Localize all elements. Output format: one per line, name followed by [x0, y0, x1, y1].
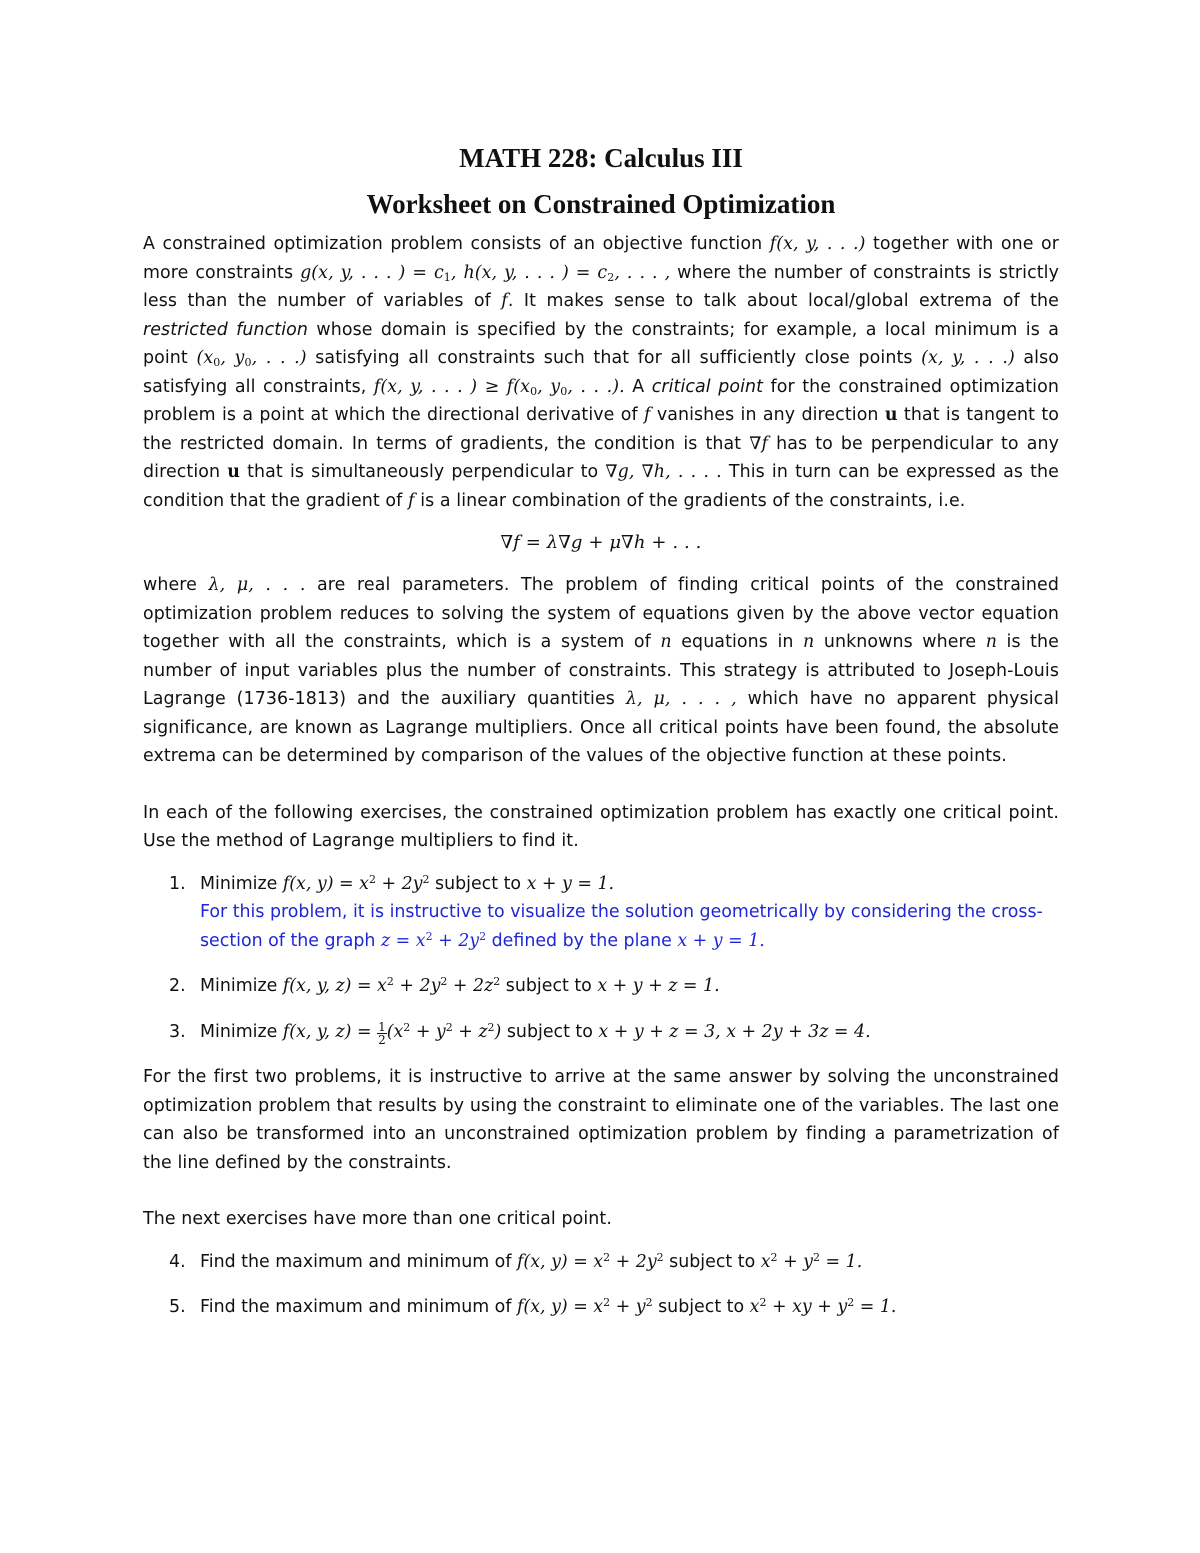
math-grad-constraints: ∇g, ∇h, . . . . [605, 462, 722, 482]
math-constraints: g(x, y, . . . ) = $c_1$, h(x, y, . . . ) = $c_2$, . . . , [300, 262, 671, 284]
exercise-number: 3. [169, 1021, 186, 1042]
exercise-1: 1. Minimize f(x, $y) = x^2 + 2y^2$ subject to x + y = 1. For this problem, it is instructive to visualize the solution geometrically by considering the cross-section of the graph $z = x^2 + 2y^2$ defined by the plane x + y = 1. [143, 870, 1059, 956]
math-f: f [643, 405, 651, 425]
intro-text: also satisfying all constraints, [143, 348, 1060, 397]
math-point: ($x_0$, $y_0$, . . .) [196, 348, 307, 369]
lagrange-equation: ∇f = λ∇g + μ∇h + . . . [500, 532, 702, 553]
math-multipliers: λ, μ, . . . [208, 575, 306, 595]
intro-text: A [624, 376, 652, 397]
fraction-one-half: $\frac{1}{2}$ [378, 1019, 386, 1047]
math-close-points: (x, y, . . .) [921, 348, 1015, 368]
intro-text: has to be perpendicular to any direction [143, 433, 1060, 482]
math-u-vector: u [227, 462, 240, 482]
exercise-list-2 [143, 1248, 1059, 1322]
exercise-number: 4. [169, 1251, 186, 1272]
math-u-vector: u [884, 405, 898, 425]
math-f: f [408, 490, 415, 511]
intro-text: that is simultaneously perpendicular to [239, 462, 606, 482]
exercises-intro: In each of the following exercises, the constrained optimization problem has exactly one critical point. Use the method of Lagrange multipliers to find it. [143, 802, 1059, 851]
intro-text: for the constrained optimization problem is a point at which the directional derivative of [143, 376, 1059, 425]
exercise-4: 4. Find the maximum and minimum of f(x, $y) = x^2 + 2y^2$ subject to $x^2 + y^2 = 1$. [143, 1248, 1059, 1277]
math-n: n [660, 632, 672, 652]
page-content [143, 140, 1059, 1339]
intro-text: together with one or more constraints [143, 234, 1060, 283]
intro-text: is a linear combination of the gradients of the constraints, i.e. [414, 490, 966, 511]
intro-text: This in turn can be expressed as the condition that the gradient of [143, 462, 1059, 511]
exercise-2: 2. Minimize f(x, y, $z) = x^2 + 2y^2 + 2z^2$ subject to x + y + z = 1. [143, 972, 1059, 1001]
exercise-1-hint: For this problem, it is instructive to visualize the solution geometrically by considering the cross-section of the graph $z = x^2 + 2y^2$ defined by the plane x + y = 1. [200, 902, 1043, 951]
exercise-number: 2. [169, 976, 186, 996]
exercise-number: 1. [169, 873, 186, 894]
math-inequality: f(x, y, . . . ) ≥ $f(x_0$, $y_0$, . . .). [373, 376, 625, 398]
intro-text: satisfying all constraints such that for all sufficiently close points [306, 348, 922, 368]
intro-paragraph-2: where λ, μ, . . . are real parameters. The problem of finding critical points of the constrained optimization problem reduces to solving the system of equations given by the above vector equation together with all the constraints, which is a system of n equations in n unknowns where n is the number of input variables plus the number of constraints. This strategy is attributed to Joseph-Louis Lagrange (1736-1813) and the auxiliary quantities λ, μ, . . . , which have no apparent physical significance, are known as Lagrange multipliers. Once all critical points have been found, the absolute extrema can be determined by comparison of the values of the objective function at these points. [143, 575, 1060, 766]
exercise-list-1 [143, 870, 1059, 1047]
math-grad-f: ∇f [749, 433, 769, 454]
math-objective: f(x, y, . . .) [769, 234, 866, 254]
page-title: MATH 228: Calculus III [459, 143, 743, 173]
term-restricted-function: restricted function [143, 319, 309, 340]
intro-text: whose domain is specified by the constraints; for example, a local minimum is a point [143, 319, 1060, 368]
intro-paragraph [143, 230, 1059, 515]
page-subtitle: Worksheet on Constrained Optimization [366, 189, 836, 219]
exercise-number: 5. [169, 1297, 186, 1317]
intro-text: A constrained optimization problem consists of an objective function [143, 234, 770, 254]
intro-text: that is tangent to the restricted domain. In terms of gradients, the condition is that [143, 405, 1059, 454]
unconstrained-note: For the first two problems, it is instructive to arrive at the same answer by solving the unconstrained optimization problem that results by using the constraint to eliminate one of the variables. The last one can also be transformed into an unconstrained optimization problem by finding a parametrization of the line defined by the constraints. [143, 1067, 1059, 1173]
more-critical-points-note: The next exercises have more than one critical point. [143, 1209, 612, 1229]
intro-text: vanishes in any direction [650, 405, 885, 425]
math-n: n [985, 632, 997, 652]
intro-text: . It makes sense to talk about local/global extrema of the [507, 291, 1059, 311]
exercise-3: 3. Minimize f(x, y, z) = $\frac{1}{2}$ $(x^2 + y^2 + z^2)$ subject to x + y + z = 3, x + 2y + 3z = 4. [169, 1019, 871, 1047]
term-critical-point: critical point [651, 376, 764, 397]
math-multipliers: λ, μ, . . . , [625, 689, 737, 709]
intro-text: where the number of constraints is strictly less than the number of variables of [143, 262, 1059, 311]
exercise-5: 5. Find the maximum and minimum of f(x, $y) = x^2 + y^2$ subject to $x^2$ + xy + $y^2 = 1$. [143, 1293, 1059, 1322]
math-f: f [501, 291, 508, 311]
math-n: n [803, 632, 815, 652]
